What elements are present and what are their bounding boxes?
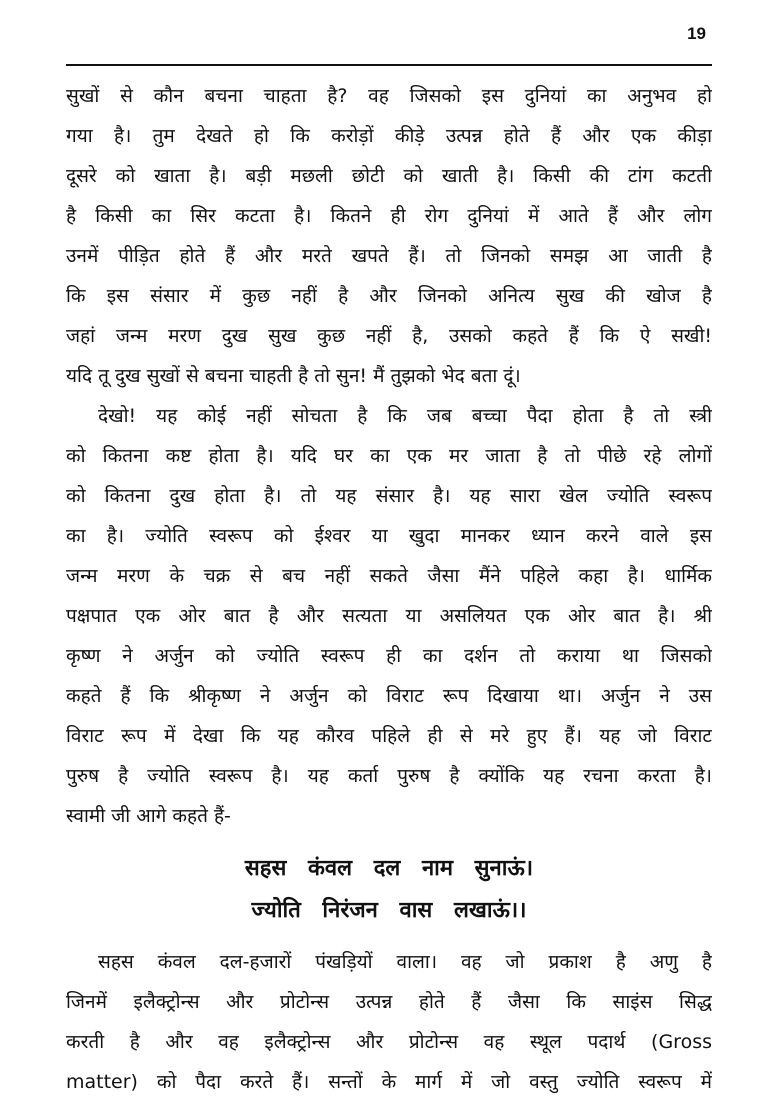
text-line: करती है और वह इलैक्ट्रोन्स और प्रोटोन्स वह स्थूल पदार्थ (Gross xyxy=(66,1031,712,1053)
verse-block xyxy=(66,848,712,932)
text-line: सहस कंवल दल-हजारों पंखड़ियों वाला। वह जो प्रकाश है अणु है xyxy=(98,951,712,973)
text-line: कहते हैं कि श्रीकृष्ण ने अर्जुन को विराट रूप दिखाया था। अर्जुन ने उस xyxy=(66,685,712,707)
text-line: पुरुष है ज्योति स्वरूप है। यह कर्ता पुरुष है क्योंकि यह रचना करता है। xyxy=(66,765,712,787)
text-line: जन्म मरण के चक्र से बच नहीं सकते जैसा मैंने पहिले कहा है। धार्मिक xyxy=(66,565,712,587)
text-line: कृष्ण ने अर्जुन को ज्योति स्वरूप ही का दर्शन तो कराया था जिसको xyxy=(66,645,712,667)
text-line: यदि तू दुख सुखों से बचना चाहती है तो सुन! मैं तुझको भेद बता दूं। xyxy=(66,365,521,387)
text-line: उनमें पीड़ित होते हैं और मरते खपते हैं। तो जिनको समझ आ जाती है xyxy=(66,245,712,267)
text-line: है किसी का सिर कटता है। कितने ही रोग दुनियां में आते हैं और लोग xyxy=(66,205,712,227)
paragraph-2 xyxy=(66,396,712,836)
paragraph-3 xyxy=(66,942,712,1102)
text-line: matter) को पैदा करते हैं। सन्तों के मार्ग में जो वस्तु ज्योति स्वरूप में xyxy=(66,1071,712,1093)
page-number: 19 xyxy=(687,24,706,43)
text-line: दूसरे को खाता है। बड़ी मछली छोटी को खाती है। किसी की टांग कटती xyxy=(66,165,712,187)
text-line: स्वामी जी आगे कहते हैं- xyxy=(66,805,231,827)
text-line: का है। ज्योति स्वरूप को ईश्वर या खुदा मानकर ध्यान करने वाले इस xyxy=(66,525,712,547)
paragraph-1 xyxy=(66,76,712,396)
text-line: पक्षपात एक ओर बात है और सत्यता या असलियत एक ओर बात है। श्री xyxy=(66,605,712,627)
text-line: गया है। तुम देखते हो कि करोड़ों कीड़े उत्पन्न होते हैं और एक कीड़ा xyxy=(66,125,712,147)
verse-line: सहस कंवल दल नाम सुनाऊं। xyxy=(244,856,534,881)
text-line: सुखों से कौन बचना चाहता है? वह जिसको इस दुनियां का अनुभव हो xyxy=(66,85,712,107)
text-line: को कितना दुख होता है। तो यह संसार है। यह सारा खेल ज्योति स्वरूप xyxy=(66,485,712,507)
text-line: कि इस संसार में कुछ नहीं है और जिनको अनित्य सुख की खोज है xyxy=(66,285,712,307)
text-line: जहां जन्म मरण दुख सुख कुछ नहीं है, उसको कहते हैं कि ऐ सखी! xyxy=(66,325,712,347)
header-rule xyxy=(66,64,712,66)
page-body xyxy=(66,76,712,1102)
text-line: को कितना कष्ट होता है। यदि घर का एक मर जाता है तो पीछे रहे लोगों xyxy=(66,445,712,467)
text-line: जिनमें इलैक्ट्रोन्स और प्रोटोन्स उत्पन्न होते हैं जैसा कि साइंस सिद्ध xyxy=(66,991,712,1013)
text-line: देखो! यह कोई नहीं सोचता है कि जब बच्चा पैदा होता है तो स्त्री xyxy=(98,405,712,427)
text-line: विराट रूप में देखा कि यह कौरव पहिले ही से मरे हुए हैं। यह जो विराट xyxy=(66,725,712,747)
verse-line: ज्योति निरंजन वास लखाऊं।। xyxy=(251,898,527,923)
